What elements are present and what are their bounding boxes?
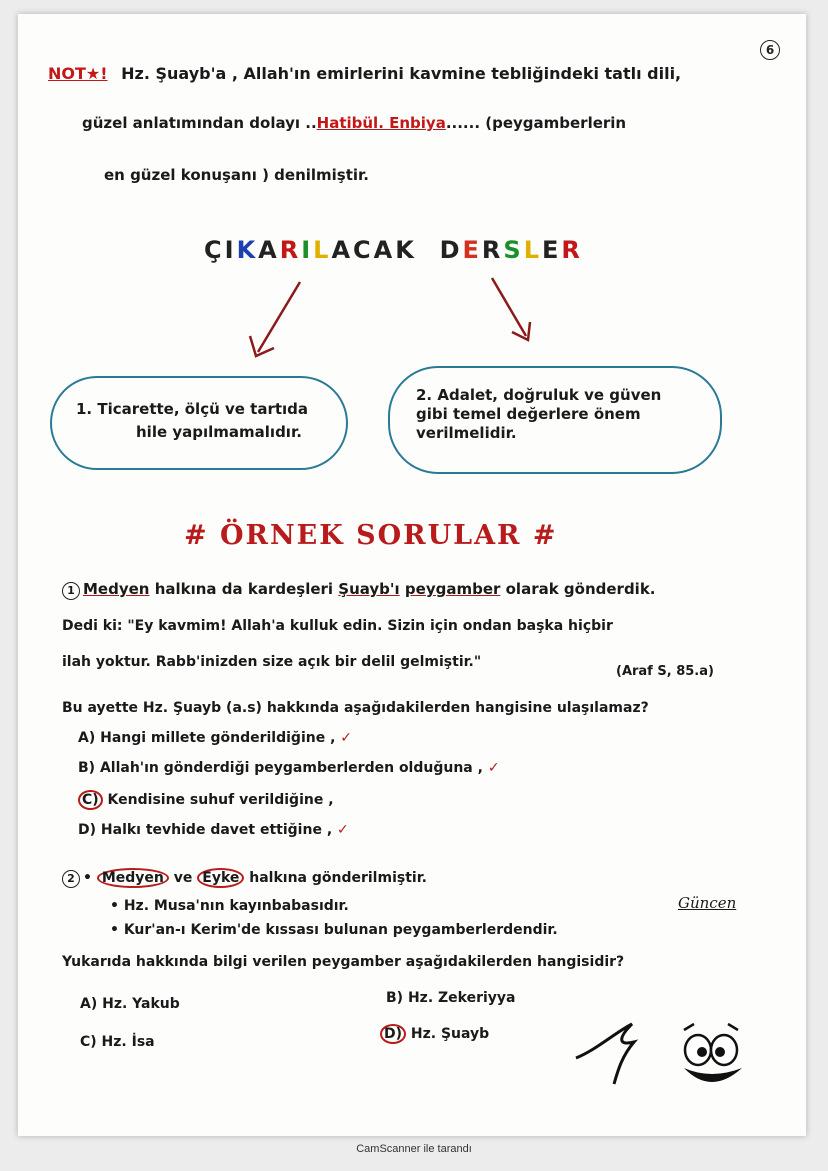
title-letter: L	[523, 236, 542, 264]
q2-option	[80, 996, 180, 1012]
q2-bullet-2: • Hz. Musa'nın kayınbabasıdır.	[110, 898, 349, 914]
q1-number: 1	[62, 582, 80, 600]
q2-option	[80, 1034, 155, 1050]
q1-option-text: Hangi millete gönderildiğine ,	[95, 730, 341, 746]
title-letter: Ç	[204, 236, 225, 264]
title-letter: K	[236, 236, 259, 264]
left-arrow-icon	[250, 282, 300, 356]
q2-option-letter: B)	[386, 990, 404, 1006]
q2-option	[386, 990, 516, 1006]
q2-option-text: Hz. İsa	[96, 1034, 155, 1050]
q1-line-2: Dedi ki: "Ey kavmim! Allah'a kulluk edin. Sizin için ondan başka hiçbir	[62, 618, 613, 634]
q1-suayb: Şuayb'ı	[338, 580, 400, 598]
checkmark-icon: ✓	[340, 730, 353, 746]
q1-option-letter: D)	[78, 822, 97, 838]
title-letter: L	[313, 236, 332, 264]
title-letter: I	[224, 236, 237, 264]
lesson-right-line2: gibi temel değerlere önem	[416, 405, 641, 423]
title-letter: R	[481, 236, 504, 264]
examples-heading	[184, 520, 558, 551]
q1-option	[78, 730, 352, 746]
title-letter: R	[561, 236, 583, 264]
title-letter: A	[258, 236, 280, 264]
q1-option-text: Allah'ın gönderdiği peygamberlerden olduğuna ,	[95, 760, 488, 776]
title-letter: S	[503, 236, 524, 264]
note-text-2-prefix: güzel anlatımından dolayı ..	[82, 114, 317, 132]
title-letter: I	[301, 236, 314, 264]
lesson-right-line3: verilmelidir.	[416, 424, 517, 442]
q2-text-d: halkına gönderilmiştir.	[244, 870, 427, 886]
q2-option-letter: C)	[80, 1034, 97, 1050]
checkmark-icon: ✓	[487, 760, 500, 776]
q2-option-text: Hz. Yakub	[97, 996, 180, 1012]
title-letter: A	[373, 236, 396, 264]
lesson-right-text	[416, 386, 661, 443]
doodles-layer	[566, 1010, 766, 1090]
q2-option-text: Hz. Zekeriyya	[403, 990, 516, 1006]
q2-option-text: Hz. Şuayb	[406, 1026, 490, 1042]
q2-medyen: Medyen	[97, 868, 169, 888]
q2-bullet-3: • Kur'an-ı Kerim'de kıssası bulunan peygamberlerdendir.	[110, 922, 558, 938]
note-line-3: en güzel konuşanı ) denilmiştir.	[104, 166, 370, 184]
note-text-2-suffix: ...... (peygamberlerin	[445, 114, 627, 132]
q2-eyke: Eyke	[197, 868, 244, 888]
q2-ve: ve	[168, 870, 198, 886]
q1-option	[78, 822, 349, 838]
q1-text-f: olarak gönderdik.	[500, 580, 656, 598]
q2-line-1: 2 • Medyen ve Eyke halkına gönderilmiştir.	[62, 870, 427, 888]
q1-option	[78, 792, 334, 808]
title-letter: C	[353, 236, 374, 264]
q1-peygamber: peygamber	[404, 580, 501, 598]
q2-option-letter: A)	[80, 996, 98, 1012]
note-label: NOT★!	[48, 64, 108, 83]
hash-icon: #	[184, 520, 209, 551]
lesson-left-text	[76, 400, 308, 442]
title-letter: A	[331, 236, 354, 264]
q1-line-1	[62, 580, 656, 600]
q2-option	[380, 1026, 489, 1042]
right-arrow-icon	[492, 278, 530, 340]
title-letter: D	[439, 236, 463, 264]
q2-question: Yukarıda hakkında bilgi verilen peygamber aşağıdakilerden hangisidir?	[62, 954, 625, 970]
q1-option-letter: B)	[78, 760, 96, 776]
q2-number: 2	[62, 870, 80, 888]
signature-text: Güncen	[678, 894, 737, 912]
checkmark-icon: ✓	[337, 822, 349, 838]
page-number: 6	[760, 40, 780, 60]
smiley-face-icon	[684, 1024, 742, 1082]
title-letter: E	[541, 236, 562, 264]
q1-option-letter: A)	[78, 730, 96, 746]
q1-question: Bu ayette Hz. Şuayb (a.s) hakkında aşağıdakilerden hangisine ulaşılamaz?	[62, 700, 649, 716]
q1-source: (Araf S, 85.a)	[616, 664, 714, 679]
q1-option-letter: C)	[78, 790, 103, 810]
title-letter: K	[395, 236, 417, 264]
scanner-caption: CamScanner ile tarandı	[356, 1143, 472, 1155]
title-letter: R	[279, 236, 302, 264]
q1-text-b: halkına da kardeşleri	[149, 580, 339, 598]
lesson-left-line2: hile yapılmamalıdır.	[136, 423, 302, 441]
lesson-left-line1: 1. Ticarette, ölçü ve tartıda	[76, 400, 309, 418]
q1-option	[78, 760, 500, 776]
note-text-1: Hz. Şuayb'a , Allah'ın emirlerini kavmine tebliğindeki tatlı dili,	[121, 64, 682, 83]
lesson-right-line1: 2. Adalet, doğruluk ve güven	[416, 386, 662, 404]
q1-option-text: Kendisine suhuf verildiğine ,	[102, 792, 334, 808]
signature-scribble-icon	[576, 1024, 634, 1084]
q2-option-letter: D)	[380, 1024, 406, 1044]
note-highlight: Hatibül. Enbiya	[316, 114, 446, 132]
paper-page	[18, 14, 806, 1136]
q1-option-text: Halkı tevhide davet ettiğine ,	[96, 822, 338, 838]
examples-heading-text: ÖRNEK SORULAR	[220, 520, 522, 551]
title-letter: E	[462, 236, 482, 264]
hash-icon: #	[532, 520, 558, 551]
q1-medyen: Medyen	[83, 580, 150, 598]
q1-line-3: ilah yoktur. Rabb'inizden size açık bir delil gelmiştir."	[62, 654, 482, 670]
